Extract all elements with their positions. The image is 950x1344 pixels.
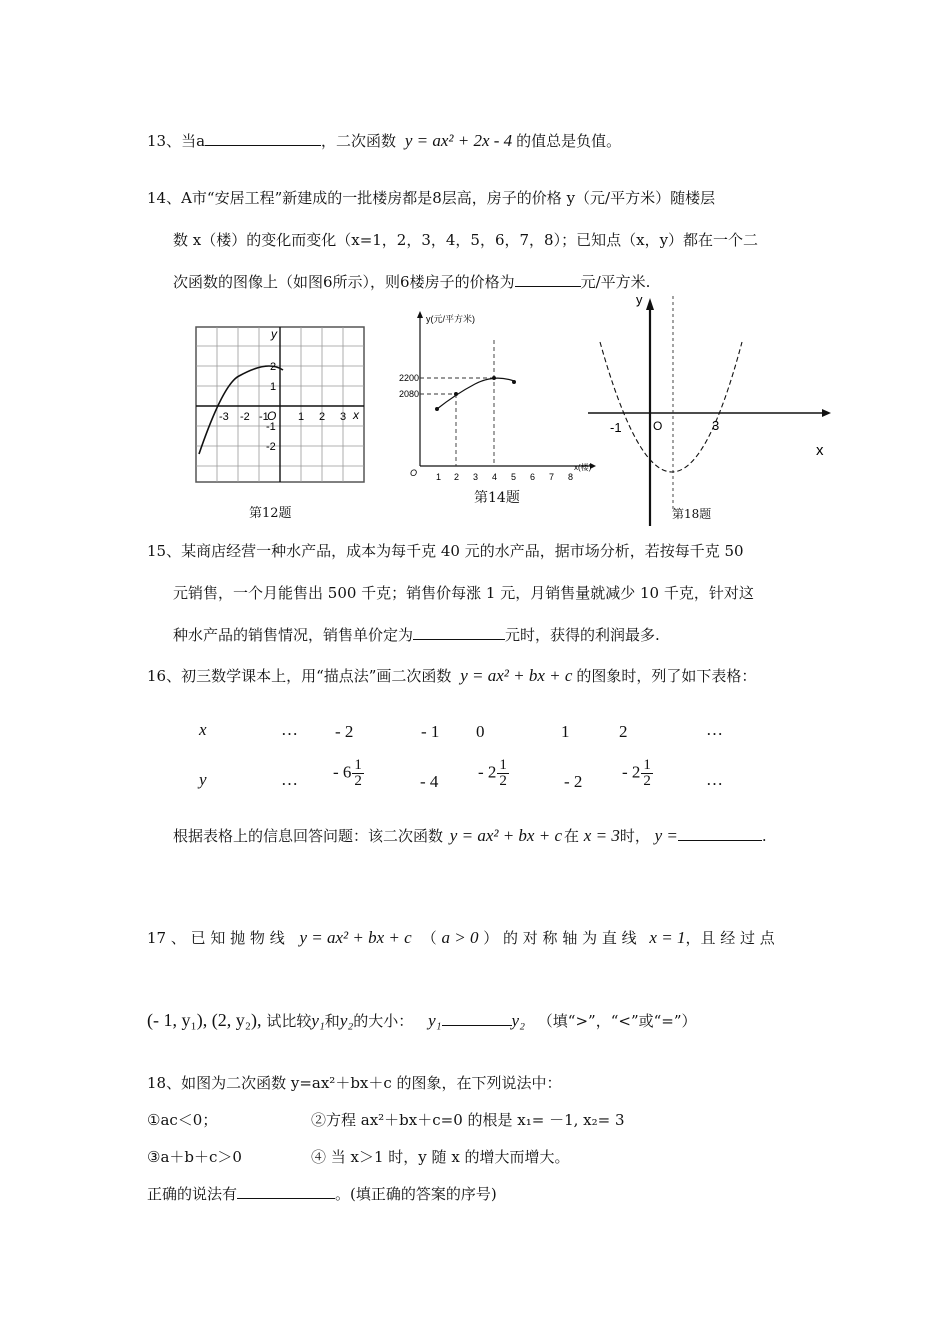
q16-ask-y: y = — [654, 826, 678, 845]
fig14-x-label: x(楼) — [574, 463, 592, 472]
table-x-cell: - 2 — [335, 722, 354, 741]
fig18-y-label: y — [636, 292, 643, 307]
q17-and: 和 — [324, 1012, 340, 1030]
q15-line3-end: 元时，获得的利润最多. — [505, 626, 660, 644]
q17-line1 — [147, 928, 775, 948]
q14-line3 — [173, 272, 650, 292]
fig14-y-mark-2200: 2200 — [399, 373, 420, 383]
table-y-cell: - 2 — [564, 772, 583, 791]
q17-condition: a > 0 — [441, 928, 479, 947]
figure-18-graph — [584, 290, 836, 528]
q16-ask-at: 在 — [564, 827, 580, 845]
fig14-xtick: 8 — [568, 472, 574, 482]
table-y-cell-mixed: - 6 $\frac{1}{2}$ — [333, 757, 362, 789]
q16-ask-formula: y = ax² + bx + c — [449, 826, 562, 845]
fig14-y-mark-2080: 2080 — [399, 389, 420, 399]
q16-ask-x: x = 3 — [583, 826, 620, 845]
q18-intro: 18、如图为二次函数 y=ax²＋bx＋c 的图象，在下列说法中： — [147, 1074, 562, 1092]
fig18-x-label: x — [816, 442, 824, 459]
q17-y2: y₂ — [339, 1011, 354, 1030]
table-y-cell-mixed: - 2 $\frac{1}{2}$ — [478, 757, 507, 789]
fig12-xtick: 1 — [298, 411, 305, 423]
q17-point-text: ，且 经 过 点 — [685, 929, 775, 947]
q14-unit: 元/平方米. — [580, 273, 651, 291]
q18-option-3: ③a＋b＋c＞0 — [147, 1148, 242, 1166]
q14-line1: 14、A市“安居工程”新建成的一批楼房都是8层高，房子的价格 y（元/平方米）随楼层 — [147, 189, 716, 207]
fig12-xtick: 3 — [340, 411, 347, 423]
fig18-left-root: -1 — [610, 420, 622, 435]
q16-ask-end: . — [761, 827, 767, 845]
q18-option-1: ①ac＜0； — [147, 1111, 218, 1129]
q18-answer-end: 。(填正确的答案的序号) — [335, 1185, 497, 1203]
fig12-xtick: 2 — [319, 411, 326, 423]
q13-formula: y = ax² + 2x - 4 — [404, 131, 513, 150]
q17-answer-blank[interactable] — [442, 1011, 512, 1026]
table-y-label: y — [199, 770, 207, 789]
fig14-xtick: 7 — [549, 472, 555, 482]
q13-line — [147, 131, 621, 151]
q14-answer-blank[interactable] — [515, 272, 581, 287]
figure-12-caption: 第12题 — [249, 506, 292, 521]
q18-answer-text: 正确的说法有 — [147, 1185, 238, 1203]
fig12-xtick: -1 — [259, 411, 269, 423]
q14-line2: 数 x（楼）的变化而变化（x=1，2，3，4，5，6，7，8）；已知点（x，y）都在一个二 — [173, 231, 759, 249]
q15-line2: 元销售，一个月能售出 500 千克；销售价每涨 1 元，月销售量就减少 10 千克，针对这 — [173, 584, 754, 602]
q17-formula: y = ax² + bx + c — [299, 928, 412, 947]
fig12-ytick: -1 — [266, 421, 276, 433]
q17-intro: 17 、 已 知 抛 物 线 — [147, 929, 285, 947]
q17-hint: （填“>”，“<”或“=”） — [537, 1012, 697, 1030]
q15-line3-text: 种水产品的销售情况，销售单价定为 — [173, 626, 414, 644]
fig12-x-label: x — [353, 408, 359, 422]
q17-y2-ans: y₂ — [511, 1011, 526, 1030]
table-y-cell: - 4 — [420, 772, 439, 791]
q16-question — [173, 826, 767, 846]
q15-answer-blank[interactable] — [413, 625, 505, 640]
fig12-xtick: -3 — [219, 411, 229, 423]
q14-line3-text: 次函数的图像上（如图6所示），则6楼房子的价格为 — [173, 273, 515, 291]
q13-answer-blank[interactable] — [205, 131, 321, 146]
q16-formula: y = ax² + bx + c — [460, 666, 573, 685]
fig12-y-label: y — [271, 327, 277, 341]
fig14-xtick: 4 — [492, 472, 498, 482]
table-y-cell-mixed: - 2 $\frac{1}{2}$ — [622, 757, 651, 789]
q17-compare-text: 试比较 — [266, 1012, 312, 1030]
q16-intro-end: 的图象时，列了如下表格： — [576, 667, 757, 685]
q17-y1-ans: y₁ — [428, 1011, 442, 1030]
q13-mid: ，二次函数 — [321, 132, 397, 150]
table-y-cell: … — [706, 770, 723, 789]
q17-size: 的大小： — [353, 1012, 414, 1030]
q13-prefix: 13、当a — [147, 132, 206, 150]
table-x-label: x — [199, 720, 207, 739]
fig14-xtick: 5 — [511, 472, 517, 482]
table-x-cell: 2 — [619, 722, 628, 741]
q16-intro-text: 16、初三数学课本上，用“描点法”画二次函数 — [147, 667, 452, 685]
q16-ask-text: 根据表格上的信息回答问题：该二次函数 — [173, 827, 444, 845]
fig14-xtick: 1 — [436, 472, 442, 482]
figure-12-graph — [195, 326, 367, 486]
table-x-cell: … — [706, 720, 723, 739]
q18-option-2: ②方程 ax²＋bx＋c=0 的根是 x₁= －1, x₂= 3 — [311, 1111, 625, 1129]
q18-option-4: ④ 当 x＞1 时，y 随 x 的增大而增大。 — [311, 1148, 570, 1166]
figure-14-caption: 第14题 — [474, 490, 520, 506]
q16-intro — [147, 666, 756, 686]
q17-axis-text: ） 的 对 称 轴 为 直 线 — [483, 929, 637, 947]
q17-axis: x = 1 — [649, 928, 686, 947]
table-y-cell: … — [281, 770, 298, 789]
table-x-cell: - 1 — [421, 722, 440, 741]
q17-line2 — [147, 1010, 697, 1031]
figure-14-graph — [398, 306, 598, 484]
fig12-ytick: 2 — [270, 361, 277, 373]
table-x-cell: 0 — [476, 722, 485, 741]
fig18-right-root: 3 — [712, 418, 720, 433]
fig14-xtick: 2 — [454, 472, 460, 482]
table-x-cell: 1 — [561, 722, 570, 741]
q13-suffix: 的值总是负值。 — [516, 132, 622, 150]
fig12-ytick: 1 — [270, 381, 277, 393]
fig12-xtick: -2 — [240, 411, 250, 423]
q15-line1: 15、某商店经营一种水产品，成本为每千克 40 元的水产品，据市场分析，若按每千克 50 — [147, 542, 744, 560]
q17-paren-open: （ — [421, 929, 437, 947]
fig14-origin: O — [410, 468, 418, 478]
figure-18-caption: 第18题 — [672, 507, 712, 521]
q18-answer-blank[interactable] — [237, 1184, 335, 1199]
fig18-origin: O — [653, 419, 663, 433]
q16-ask-when: 时， — [619, 827, 650, 845]
fig14-xtick: 6 — [530, 472, 536, 482]
q17-y1: y₁ — [311, 1011, 325, 1030]
table-x-cell: … — [281, 720, 298, 739]
q17-points: (- 1, y₁), (2, y₂), — [147, 1010, 262, 1030]
q18-answer-line — [147, 1184, 497, 1204]
fig12-ytick: -2 — [266, 441, 276, 453]
fig14-xtick: 3 — [473, 472, 479, 482]
fig12-origin: O — [267, 409, 277, 423]
q16-answer-blank[interactable] — [678, 826, 762, 841]
q15-line3 — [173, 625, 660, 645]
fig14-y-label: y(元/平方米) — [426, 314, 475, 324]
